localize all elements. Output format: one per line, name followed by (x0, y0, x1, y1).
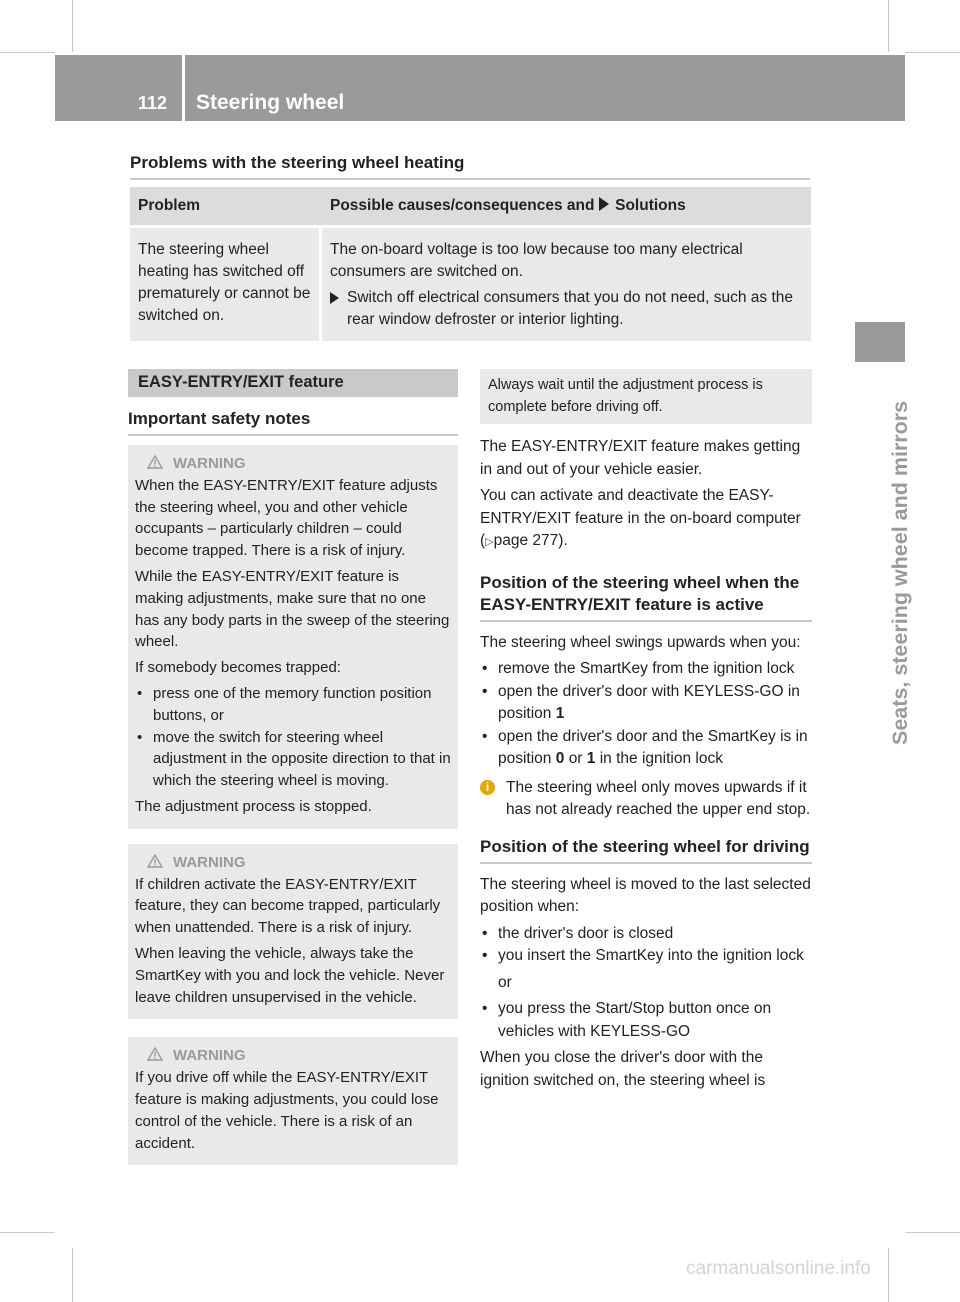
warning-box-2 (128, 844, 458, 1020)
solution-cell (322, 228, 811, 341)
warning-list (135, 683, 451, 792)
header-divider (182, 55, 185, 121)
position-number: 1 (586, 750, 596, 767)
side-label: Seats, steering wheel and mirrors (888, 400, 912, 745)
list-item: • the driver's door is closed (480, 923, 812, 946)
warning-text: While the EASY-ENTRY/EXIT feature is making adjustments, make sure that no one has any body parts in the sweep of the steering wheel. (135, 567, 450, 651)
right-column (480, 369, 812, 1096)
warning-label: WARNING (173, 853, 246, 871)
crop-mark (905, 52, 960, 53)
warning-text: When leaving the vehicle, always take the SmartKey with you and lock the vehicle. Never leave children unsupervised in the vehicle. (135, 944, 445, 1006)
list-item (480, 681, 812, 726)
crop-mark (888, 0, 889, 52)
left-column (128, 369, 458, 1165)
crop-mark (72, 1248, 73, 1302)
list-item-text: in the ignition lock (599, 750, 723, 767)
warning-title (135, 1045, 451, 1067)
paragraph: The EASY-ENTRY/EXIT feature makes getting in and out of your vehicle easier. (480, 438, 801, 478)
bullet-list (480, 658, 812, 771)
info-icon: i (480, 780, 495, 795)
warning-text: If somebody becomes trapped: (135, 659, 341, 677)
table-header-row (130, 187, 811, 225)
list-item (480, 726, 812, 771)
page-reference-link[interactable]: page 277 (493, 532, 559, 549)
body-text (480, 436, 812, 554)
col-header-solutions-post: Solutions (615, 197, 686, 214)
page-number: 112 (138, 93, 168, 113)
warning-title (135, 453, 451, 475)
crop-mark (905, 1232, 960, 1233)
warning-label: WARNING (173, 1047, 246, 1065)
side-tab-block (855, 322, 905, 362)
paragraph: The steering wheel is moved to the last selected position when: (480, 875, 811, 915)
col-header-solutions-pre: Possible causes/consequences and (330, 197, 595, 214)
list-item: • remove the SmartKey from the ignition lock (480, 658, 812, 681)
info-note (480, 777, 812, 822)
problems-table (130, 187, 811, 341)
list-item: • you press the Start/Stop button once on vehicles with KEYLESS-GO (480, 998, 812, 1043)
warning-title (135, 852, 451, 874)
crop-mark (0, 52, 55, 53)
watermark: carmanualsonline.info (686, 1258, 871, 1279)
crop-mark (0, 1232, 55, 1233)
paragraph: When you close the driver's door with the ignition switched on, the steering wheel is (480, 1049, 766, 1089)
problem-cell: The steering wheel heating has switched off prematurely or cannot be switched on. (130, 228, 322, 341)
warning-triangle-icon (147, 854, 163, 868)
warning-text: The adjustment process is stopped. (135, 797, 372, 815)
arrow-icon (599, 197, 609, 211)
body-text (480, 874, 812, 1093)
solution-step (330, 287, 803, 331)
or-text: or (498, 973, 512, 991)
list-item-text: or (568, 750, 583, 767)
list-item-text: open the driver's door and the SmartKey is in position (498, 727, 808, 767)
cause-text: The on-board voltage is too low because too many electrical consumers are switched on. (330, 241, 743, 280)
paragraph: The steering wheel swings upwards when you: (480, 633, 801, 651)
warning-triangle-icon (147, 455, 163, 469)
body-text (480, 632, 812, 822)
table-row (130, 228, 811, 341)
paragraph-text: ). (558, 532, 568, 549)
list-item-text: open the driver's door with KEYLESS-GO in position (498, 682, 800, 722)
driving-position-heading: Position of the steering wheel for driving (480, 826, 812, 864)
warning-triangle-icon (147, 1047, 163, 1061)
solution-text: Switch off electrical consumers that you do not need, such as the rear window defroster or interior lighting. (347, 289, 794, 328)
paragraph (480, 485, 812, 554)
warning-text: If children activate the EASY-ENTRY/EXIT feature, they can become trapped, particularly when unattended. There is a risk of injury. (135, 875, 441, 937)
position-number: 1 (555, 705, 565, 722)
info-text: The steering wheel only moves upwards if it has not already reached the upper end stop. (506, 778, 811, 818)
note-box: Always wait until the adjustment process is complete before driving off. (480, 369, 812, 424)
position-number: 0 (555, 750, 565, 767)
col-header-problem: Problem (130, 187, 322, 225)
list-item: • press one of the memory function position buttons, or (135, 683, 451, 727)
page-header (55, 55, 905, 121)
col-header-solutions (322, 187, 811, 225)
problems-section-title: Problems with the steering wheel heating (130, 153, 810, 180)
page-ref-arrow-icon: ▷ (485, 536, 494, 548)
bullet-list (480, 998, 812, 1043)
arrow-icon (330, 292, 339, 304)
list-item: • move the switch for steering wheel adjustment in the opposite direction to that in which the steering wheel is moving. (135, 727, 451, 792)
warning-text: When the EASY-ENTRY/EXIT feature adjusts the steering wheel, you and other vehicle occupants – particularly children – could become trapped. There is a risk of injury. (135, 476, 438, 560)
crop-mark (888, 1248, 889, 1302)
crop-mark (72, 0, 73, 52)
warning-box-1 (128, 445, 458, 829)
warning-box-3 (128, 1037, 458, 1165)
safety-notes-heading: Important safety notes (128, 397, 458, 436)
paragraph-text: You can activate and deactivate the EASY-ENTRY/EXIT feature in the on-board computer ( (480, 487, 801, 549)
page-title: Steering wheel (196, 91, 345, 114)
easy-entry-heading: EASY-ENTRY/EXIT feature (128, 369, 458, 397)
bullet-list (480, 923, 812, 968)
list-item: • you insert the SmartKey into the ignition lock (480, 945, 812, 968)
active-position-heading: Position of the steering wheel when the EASY-ENTRY/EXIT feature is active (480, 558, 812, 622)
warning-text: If you drive off while the EASY-ENTRY/EXIT feature is making adjustments, you could lose control of the vehicle. There is a risk of an accident. (135, 1069, 439, 1152)
warning-label: WARNING (173, 455, 246, 472)
